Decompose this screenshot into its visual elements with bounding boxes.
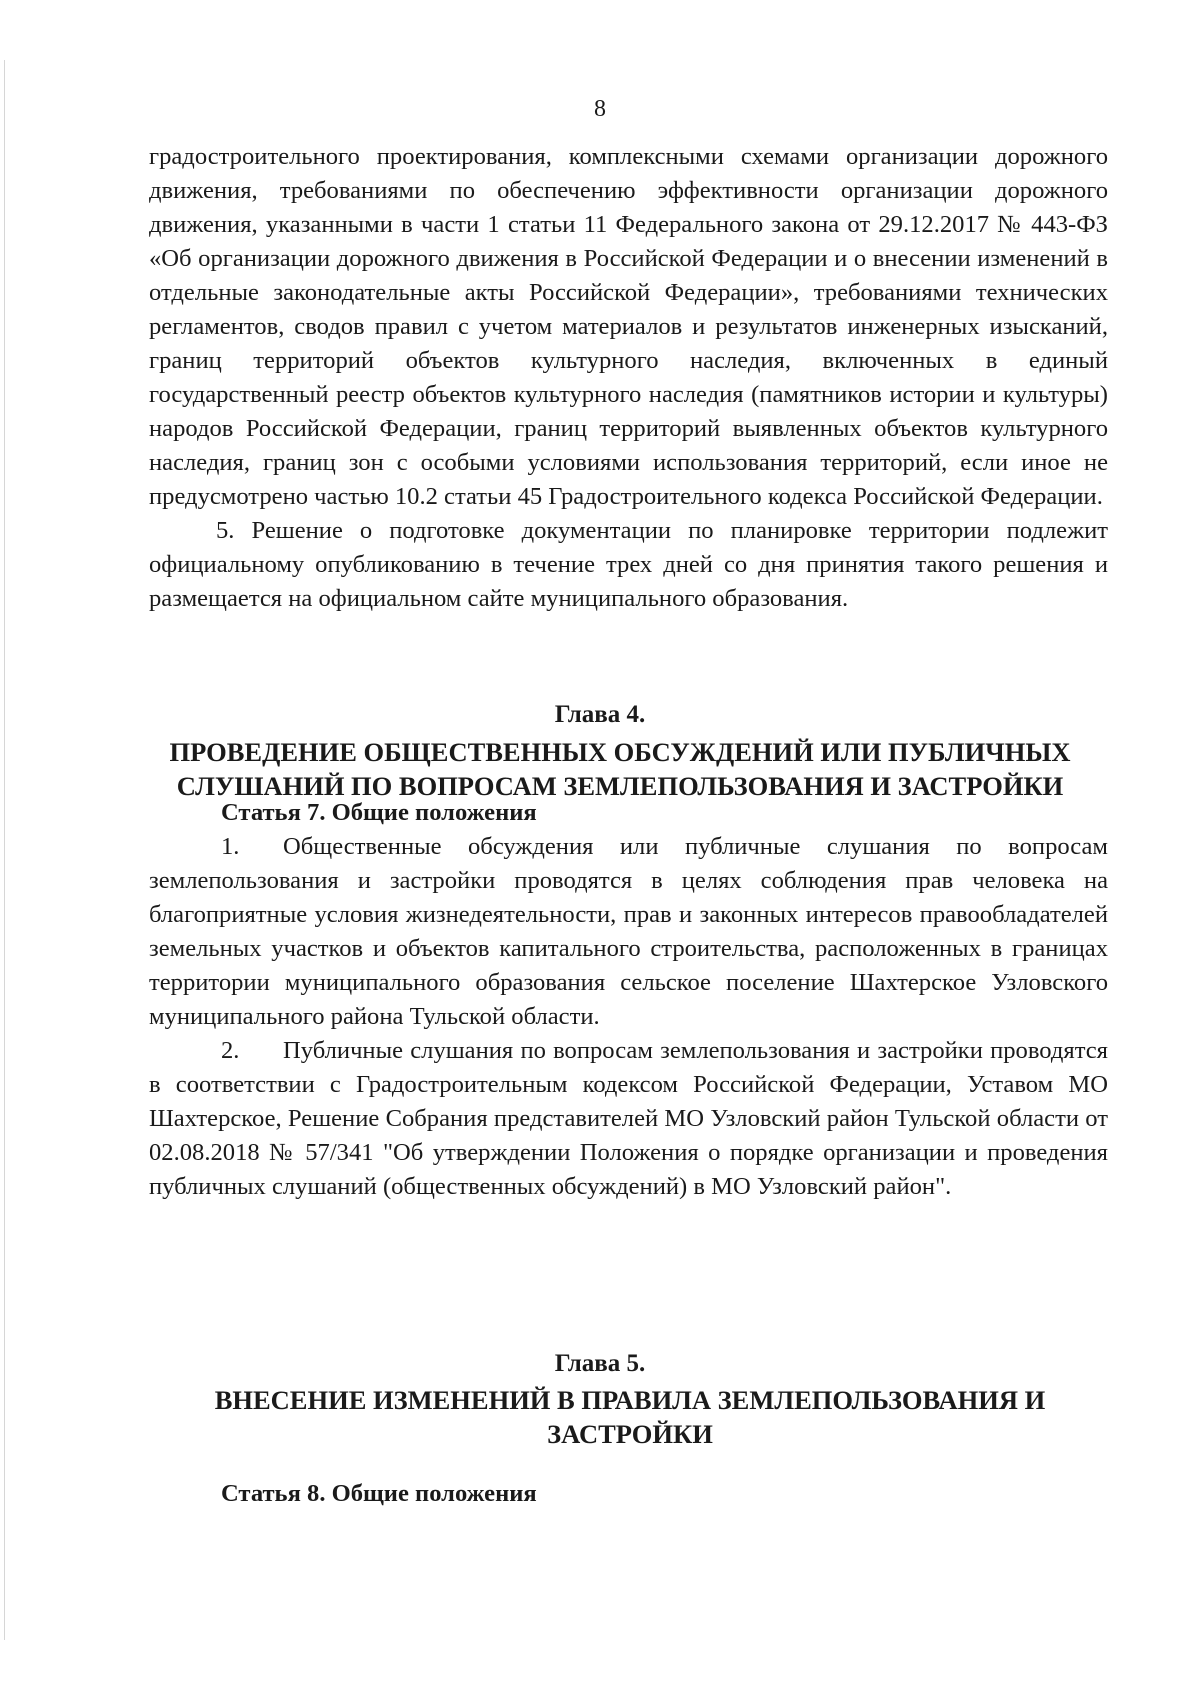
chapter-4-label: Глава 4.	[554, 701, 646, 728]
continuation-paragraph: градостроительного проектирования, комплексными схемами организации дорожного движения, требованиями по обеспечению эффективности организации дорожного движения, указанными в части 1 статьи 11 Федерального закона от 29.12.2017 № 443-ФЗ «Об организации дорожного движения в Российской Федерации и о внесении изменений в отдельные законодательные акты Российской Федерации», требованиями технических регламентов, сводов правил с учетом материалов и результатов инженерных изысканий, границ территорий объектов культурного наследия, включенных в единый государственный реестр объектов культурного наследия (памятников истории и культуры) народов Российской Федерации, границ территорий выявленных объектов культурного наследия, границ зон с особыми условиями использования территорий, если иное не предусмотрено частью 10.2 статьи 45 Градостроительного кодекса Российской Федерации.	[149, 143, 1108, 510]
chapter-4-title: ПРОВЕДЕНИЕ ОБЩЕСТВЕННЫХ ОБСУЖДЕНИЙ ИЛИ ПУБЛИЧНЫХ СЛУШАНИЙ ПО ВОПРОСАМ ЗЕМЛЕПОЛЬЗОВАНИЯ И ЗАСТРОЙКИ	[169, 737, 1071, 801]
article-8-title: Статья 8. Общие положения	[221, 1480, 537, 1507]
item-2-text: Публичные слушания по вопросам землепользования и застройки проводятся в соответствии с Градостроительным кодексом Российской Федерации, Уставом МО Шахтерское, Решение Собрания представителей МО Узловский район Тульской области от 02.08.2018 № 57/341 "Об утверждении Положения о порядке организации и проведения публичных слушаний (общественных обсуждений) в МО Узловский район".	[149, 1037, 1108, 1200]
chapter-5-title: ВНЕСЕНИЕ ИЗМЕНЕНИЙ В ПРАВИЛА ЗЕМЛЕПОЛЬЗОВАНИЯ И ЗАСТРОЙКИ	[214, 1385, 1046, 1449]
scan-edge-line	[4, 60, 5, 1640]
paragraph-5: 5. Решение о подготовке документации по планировке территории подлежит официальному опубликованию в течение трех дней со дня принятия такого решения и размещается на официальном сайте муниципального образования.	[149, 517, 1108, 612]
article-7-item-2	[149, 1034, 1108, 1204]
article-7-body	[149, 830, 1108, 1204]
item-1-number: 1.	[221, 833, 240, 860]
article-7-title: Статья 7. Общие положения	[221, 799, 537, 826]
body-text-section	[149, 140, 1108, 616]
item-1-text: Общественные обсуждения или публичные слушания по вопросам землепользования и застройки проводятся в целях соблюдения прав человека на благоприятные условия жизнедеятельности, прав и законных интересов правообладателей земельных участков и объектов капитального строительства, расположенных в границах территории муниципального образования сельское поселение Шахтерское Узловского муниципального района Тульской области.	[149, 833, 1108, 1030]
chapter-5-label: Глава 5.	[554, 1350, 646, 1377]
article-7-item-1	[149, 830, 1108, 1034]
item-2-number: 2.	[221, 1037, 240, 1064]
page-number: 8	[594, 96, 606, 122]
